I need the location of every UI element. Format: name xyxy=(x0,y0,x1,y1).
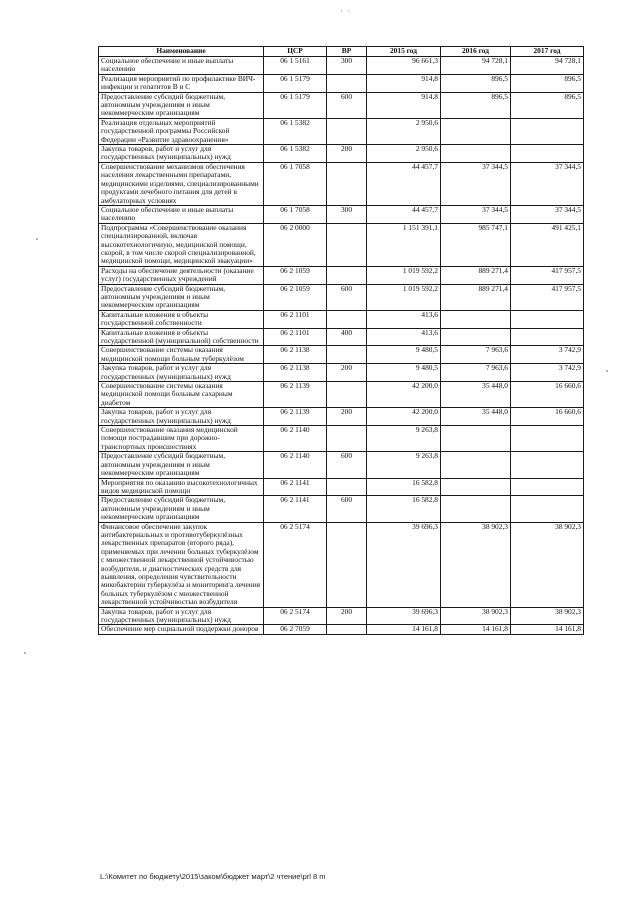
cell-vr: 300 xyxy=(327,57,367,75)
table-row xyxy=(99,426,584,452)
cell-csr: 06 2 0000 xyxy=(264,223,327,266)
cell-name: Совершенствование системы оказания медицинской помощи больным туберкулёзом xyxy=(99,346,264,364)
cell-2017: 3 742,9 xyxy=(511,346,584,364)
cell-name: Совершенствование системы оказания медицинской помощи больным сахарным диабетом xyxy=(99,382,264,408)
cell-2016: 38 902,3 xyxy=(441,607,511,625)
cell-2015: 914,8 xyxy=(367,92,441,118)
cell-csr: 06 2 7059 xyxy=(264,625,327,634)
cell-name: Предоставление субсидий бюджетным, автономным учреждениям и иным некоммерческим организациям xyxy=(99,496,264,522)
cell-2016 xyxy=(441,118,511,144)
cell-2016: 14 161,8 xyxy=(441,625,511,634)
cell-csr: 06 2 1139 xyxy=(264,382,327,408)
cell-vr xyxy=(327,74,367,92)
cell-2016: 985 747,1 xyxy=(441,223,511,266)
cell-csr: 06 2 1140 xyxy=(264,452,327,478)
cell-csr: 06 2 1101 xyxy=(264,310,327,328)
cell-csr: 06 2 1059 xyxy=(264,266,327,284)
cell-csr: 06 2 1140 xyxy=(264,426,327,452)
cell-2015: 2 950,6 xyxy=(367,118,441,144)
table-row xyxy=(99,328,584,346)
cell-2015: 39 696,3 xyxy=(367,522,441,607)
cell-2016: 94 728,1 xyxy=(441,57,511,75)
cell-2016 xyxy=(441,496,511,522)
cell-vr xyxy=(327,346,367,364)
scan-speck xyxy=(36,238,38,240)
cell-name: Закупка товаров, работ и услуг для государственных (муниципальных) нужд xyxy=(99,607,264,625)
cell-vr: 600 xyxy=(327,452,367,478)
cell-2017: 417 957,5 xyxy=(511,266,584,284)
cell-csr: 06 1 5179 xyxy=(264,74,327,92)
cell-2015: 16 582,8 xyxy=(367,478,441,496)
table-row xyxy=(99,452,584,478)
cell-vr xyxy=(327,426,367,452)
table-row xyxy=(99,496,584,522)
table-row xyxy=(99,92,584,118)
cell-2015: 9 263,8 xyxy=(367,452,441,478)
table-row xyxy=(99,625,584,634)
cell-vr xyxy=(327,310,367,328)
cell-vr: 200 xyxy=(327,607,367,625)
cell-2017: 16 660,6 xyxy=(511,382,584,408)
table-row xyxy=(99,607,584,625)
cell-2016 xyxy=(441,145,511,163)
cell-vr xyxy=(327,223,367,266)
cell-2017: 491 425,1 xyxy=(511,223,584,266)
header-2017: 2017 год xyxy=(511,47,584,57)
table-row xyxy=(99,478,584,496)
cell-2016 xyxy=(441,426,511,452)
cell-2015: 42 200,0 xyxy=(367,408,441,426)
cell-name: Капитальные вложения в объекты государственной собственности xyxy=(99,310,264,328)
cell-2015: 914,8 xyxy=(367,74,441,92)
table-row xyxy=(99,310,584,328)
cell-2017: 417 957,5 xyxy=(511,284,584,310)
cell-csr: 06 1 5161 xyxy=(264,57,327,75)
cell-name: Финансовое обеспечение закупок антибактериальных и противотуберкулёзных лекарственных препаратов (второго ряда), применяемых при лечении больных туберкулёзом с множественной лекарственной устойчивостью возбудителя, и диагностических средств для выявления, определения чувствительности микобактерии туберкулёза и мониторинга лечения больных туберкулёзом с множественной лекарственной устойчивостью возбудителя xyxy=(99,522,264,607)
cell-2015: 413,6 xyxy=(367,310,441,328)
table-row xyxy=(99,522,584,607)
header-2016: 2016 год xyxy=(441,47,511,57)
cell-2017: 3 742,9 xyxy=(511,364,584,382)
header-vr: ВР xyxy=(327,47,367,57)
table-row xyxy=(99,118,584,144)
cell-2015: 1 151 391,1 xyxy=(367,223,441,266)
cell-vr xyxy=(327,266,367,284)
cell-2015: 14 161,8 xyxy=(367,625,441,634)
cell-2017: 38 902,3 xyxy=(511,522,584,607)
cell-2015: 9 263,8 xyxy=(367,426,441,452)
cell-2017 xyxy=(511,145,584,163)
cell-csr: 06 2 1138 xyxy=(264,346,327,364)
cell-vr: 300 xyxy=(327,205,367,223)
cell-2015: 1 019 592,2 xyxy=(367,266,441,284)
cell-csr: 06 2 1138 xyxy=(264,364,327,382)
cell-2016: 38 902,3 xyxy=(441,522,511,607)
cell-2015: 1 019 592,2 xyxy=(367,284,441,310)
scan-speck xyxy=(24,652,26,654)
cell-csr: 06 1 7058 xyxy=(264,205,327,223)
cell-2017 xyxy=(511,328,584,346)
cell-name: Предоставление субсидий бюджетным, автономным учреждениям и иным некоммерческим организациям xyxy=(99,452,264,478)
cell-2017 xyxy=(511,426,584,452)
cell-name: Совершенствование оказания медицинской помощи пострадавшим при дорожно-транспортных происшествиях xyxy=(99,426,264,452)
cell-vr xyxy=(327,625,367,634)
cell-csr: 06 1 5382 xyxy=(264,145,327,163)
cell-2016: 37 344,5 xyxy=(441,205,511,223)
header-name: Наименование xyxy=(99,47,264,57)
cell-csr: 06 2 1059 xyxy=(264,284,327,310)
cell-csr: 06 2 1141 xyxy=(264,496,327,522)
cell-2016: 7 963,6 xyxy=(441,346,511,364)
cell-2015: 39 696,3 xyxy=(367,607,441,625)
cell-vr xyxy=(327,522,367,607)
cell-name: Реализация отдельных мероприятий государственной программы Российской Федерации «Развитие здравоохранения» xyxy=(99,118,264,144)
cell-csr: 06 1 5179 xyxy=(264,92,327,118)
header-2015: 2015 год xyxy=(367,47,441,57)
cell-2016: 7 963,6 xyxy=(441,364,511,382)
cell-vr xyxy=(327,382,367,408)
cell-2016: 37 344,5 xyxy=(441,162,511,205)
cell-name: Социальное обеспечение и иные выплаты населению xyxy=(99,57,264,75)
cell-vr: 600 xyxy=(327,284,367,310)
cell-2016 xyxy=(441,328,511,346)
cell-csr: 06 2 1141 xyxy=(264,478,327,496)
table-header-row xyxy=(99,47,584,57)
cell-name: Обеспечение мер социальной поддержки доноров xyxy=(99,625,264,634)
cell-vr: 200 xyxy=(327,364,367,382)
cell-2015: 16 582,8 xyxy=(367,496,441,522)
table-row xyxy=(99,74,584,92)
cell-name: Социальное обеспечение и иные выплаты населению xyxy=(99,205,264,223)
scan-mark: · · xyxy=(340,6,352,16)
table-row xyxy=(99,145,584,163)
cell-2015: 42 200,0 xyxy=(367,382,441,408)
budget-table xyxy=(98,46,584,635)
table-row xyxy=(99,408,584,426)
cell-2015: 9 480,5 xyxy=(367,364,441,382)
cell-2016: 889 271,4 xyxy=(441,284,511,310)
cell-2015: 44 457,7 xyxy=(367,205,441,223)
cell-2015: 96 661,3 xyxy=(367,57,441,75)
cell-2016 xyxy=(441,310,511,328)
cell-name: Расходы на обеспечение деятельности (оказание услуг) государственных учреждений xyxy=(99,266,264,284)
cell-vr: 400 xyxy=(327,328,367,346)
file-path-footer: L:\Комитет по бюджету\2015\заком\бюджет март\2 чтение\рrl 8 m xyxy=(100,872,326,881)
cell-2017: 37 344,5 xyxy=(511,205,584,223)
cell-name: Мероприятия по оказанию высокотехнологичных видов медицинской помощи xyxy=(99,478,264,496)
table-row xyxy=(99,382,584,408)
cell-2017: 896,5 xyxy=(511,92,584,118)
cell-2016 xyxy=(441,452,511,478)
cell-2016: 35 448,0 xyxy=(441,408,511,426)
cell-vr: 200 xyxy=(327,145,367,163)
cell-vr: 600 xyxy=(327,92,367,118)
cell-2016: 896,5 xyxy=(441,74,511,92)
cell-2017 xyxy=(511,496,584,522)
table-row xyxy=(99,205,584,223)
cell-vr xyxy=(327,118,367,144)
cell-csr: 06 2 1101 xyxy=(264,328,327,346)
cell-2016: 896,5 xyxy=(441,92,511,118)
cell-name: Закупка товаров, работ и услуг для государственных (муниципальных) нужд xyxy=(99,145,264,163)
cell-2017: 14 161,8 xyxy=(511,625,584,634)
cell-name: Предоставление субсидий бюджетным, автономным учреждениям и иным некоммерческим организациям xyxy=(99,284,264,310)
cell-csr: 06 2 1139 xyxy=(264,408,327,426)
cell-2016 xyxy=(441,478,511,496)
cell-2017: 94 728,1 xyxy=(511,57,584,75)
cell-name: Капитальные вложения в объекты государственной (муниципальной) собственности xyxy=(99,328,264,346)
cell-vr xyxy=(327,478,367,496)
table-row xyxy=(99,284,584,310)
cell-csr: 06 2 5174 xyxy=(264,607,327,625)
cell-vr: 200 xyxy=(327,408,367,426)
cell-2017: 38 902,3 xyxy=(511,607,584,625)
cell-vr xyxy=(327,162,367,205)
cell-name: Подпрограмма «Совершенствование оказания специализированной, включая высокотехнологичную, медицинской помощи, скорой, в том числе скорой специализированной, медицинской помощи, медицинской эвакуации» xyxy=(99,223,264,266)
cell-2017 xyxy=(511,310,584,328)
cell-2017: 896,5 xyxy=(511,74,584,92)
table-body xyxy=(99,57,584,635)
cell-2017 xyxy=(511,118,584,144)
cell-name: Реализация мероприятий по профилактике ВИЧ-инфекции и гепатитов В и С xyxy=(99,74,264,92)
cell-2015: 413,6 xyxy=(367,328,441,346)
cell-name: Предоставление субсидий бюджетным, автономным учреждениям и иным некоммерческим организациям xyxy=(99,92,264,118)
cell-2017 xyxy=(511,452,584,478)
cell-2015: 2 950,6 xyxy=(367,145,441,163)
cell-2016: 35 448,0 xyxy=(441,382,511,408)
cell-name: Закупка товаров, работ и услуг для государственных (муниципальных) нужд xyxy=(99,408,264,426)
cell-2017: 16 660,6 xyxy=(511,408,584,426)
table-row xyxy=(99,364,584,382)
cell-2015: 9 480,5 xyxy=(367,346,441,364)
cell-csr: 06 2 5174 xyxy=(264,522,327,607)
table-row xyxy=(99,57,584,75)
table-row xyxy=(99,223,584,266)
cell-csr: 06 1 5382 xyxy=(264,118,327,144)
cell-csr: 06 1 7058 xyxy=(264,162,327,205)
table-row xyxy=(99,266,584,284)
cell-vr: 600 xyxy=(327,496,367,522)
cell-2015: 44 457,7 xyxy=(367,162,441,205)
scan-speck xyxy=(606,370,608,372)
header-csr: ЦСР xyxy=(264,47,327,57)
cell-2017 xyxy=(511,478,584,496)
table-row xyxy=(99,346,584,364)
cell-name: Закупка товаров, работ и услуг для государственных (муниципальных) нужд xyxy=(99,364,264,382)
table-row xyxy=(99,162,584,205)
cell-2017: 37 344,5 xyxy=(511,162,584,205)
cell-2016: 889 271,4 xyxy=(441,266,511,284)
cell-name: Совершенствование механизмов обеспечения населения лекарственными препаратами, медицинскими изделиями, специализированными продуктами лечебного питания для детей в амбулаторных условиях xyxy=(99,162,264,205)
